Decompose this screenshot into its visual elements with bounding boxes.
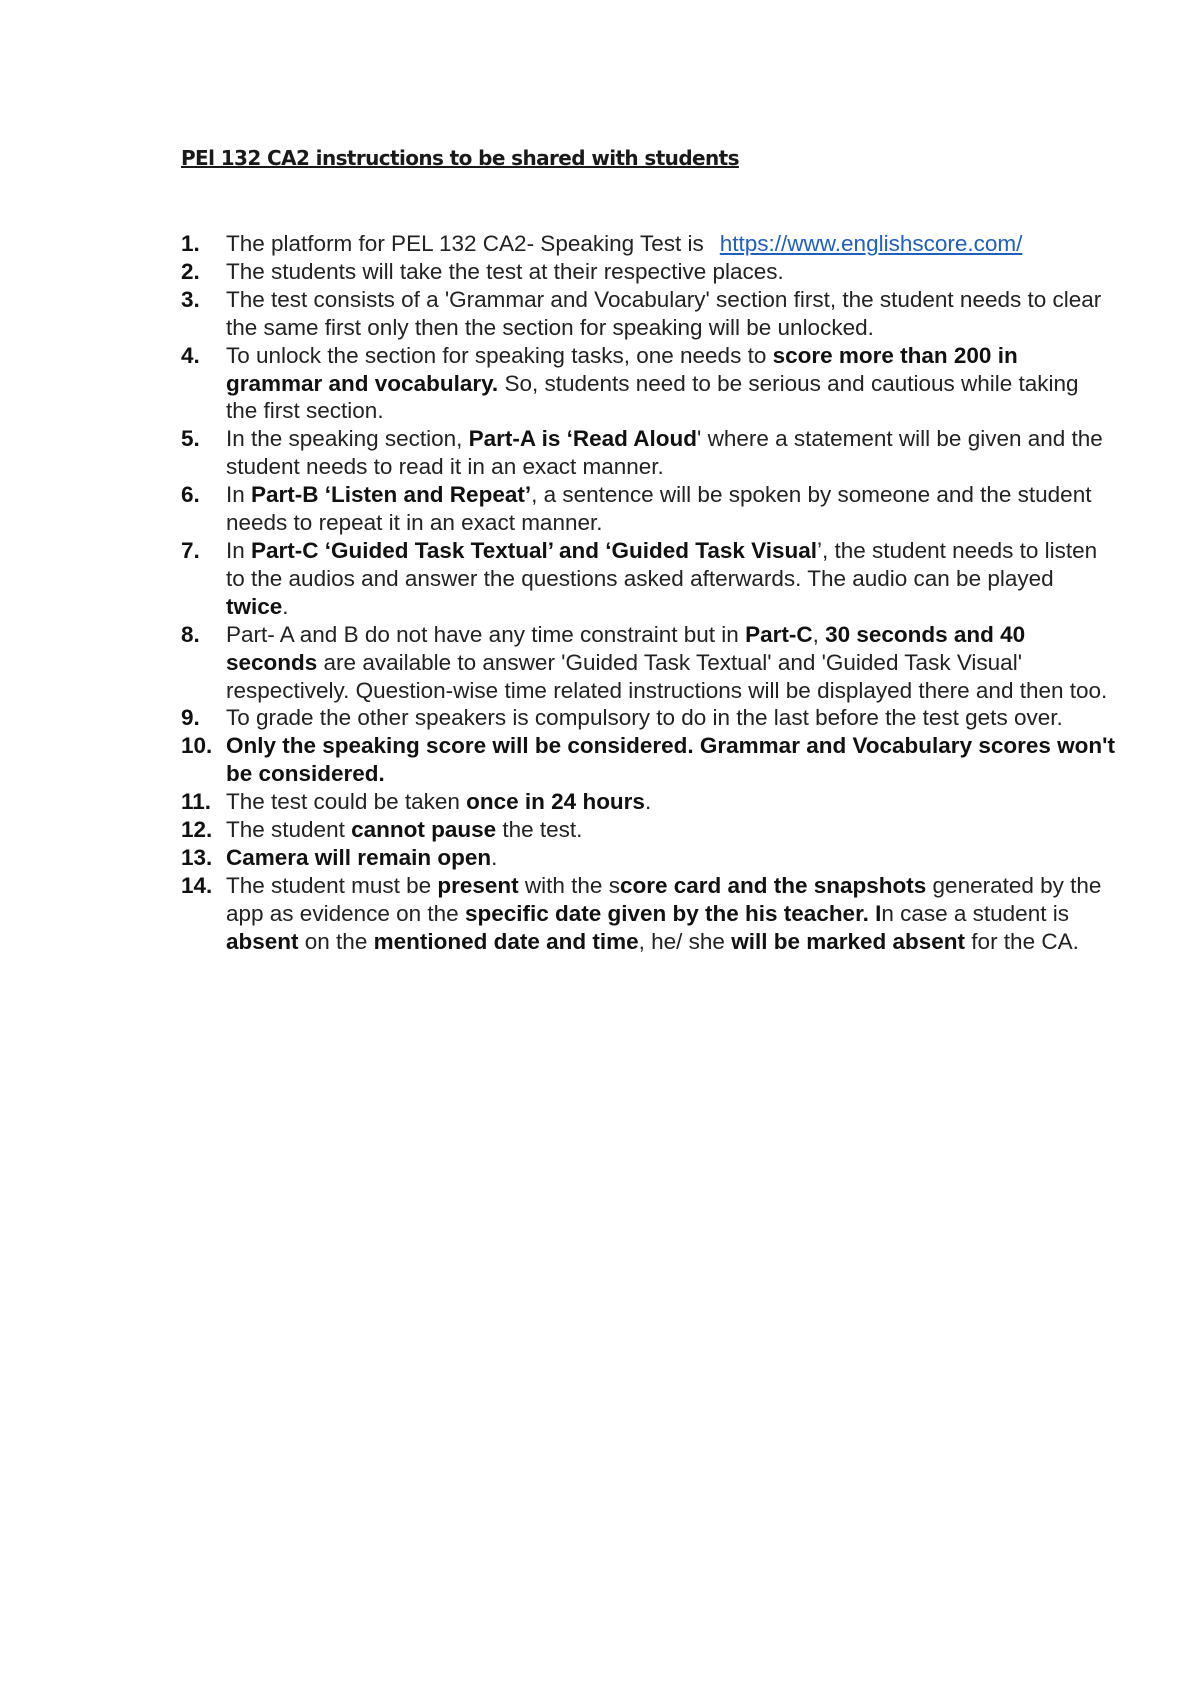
list-item-text: The test consists of a 'Grammar and Vocabulary' section first, the student needs to clear the same first only then the section for speaking will be unlocked. xyxy=(226,286,1102,340)
list-item-1 xyxy=(181,230,1116,258)
list-item-9 xyxy=(181,704,1116,732)
list-item-text: In the speaking section, Part-A is ‘Read Aloud' where a statement will be given and the student needs to read it in an exact manner. xyxy=(226,426,1103,480)
list-number: 8. xyxy=(181,621,200,647)
list-item-text: The students will take the test at their respective places. xyxy=(226,258,784,284)
list-number: 2. xyxy=(181,258,200,284)
list-item-text: The student must be present with the score card and the snapshots generated by the app as evidence on the specific date given by the his teacher. In case a student is absent on the mentioned date and time, he/ she will be marked absent for the CA. xyxy=(226,872,1102,954)
list-number: 14. xyxy=(181,872,213,898)
list-number: 7. xyxy=(181,537,200,563)
list-item-text: Part- A and B do not have any time constraint but in Part-C, 30 seconds and 40 seconds are available to answer 'Guided Task Textual' and 'Guided Task Visual' respectively. Question-wise time related instructions will be displayed there and then too. xyxy=(226,621,1108,703)
list-item-11 xyxy=(181,788,1116,816)
list-item-text: In Part-B ‘Listen and Repeat’, a sentence will be spoken by someone and the student needs to repeat it in an exact manner. xyxy=(226,482,1092,536)
list-item-8 xyxy=(181,621,1116,705)
list-item-text: Only the speaking score will be considered. Grammar and Vocabulary scores won't be considered. xyxy=(226,733,1115,787)
list-item-4 xyxy=(181,342,1116,426)
list-item-13 xyxy=(181,844,1116,872)
list-item-10 xyxy=(181,732,1116,788)
list-item-2 xyxy=(181,258,1116,286)
list-number: 1. xyxy=(181,231,200,256)
list-number: 5. xyxy=(181,426,200,452)
list-item-14 xyxy=(181,872,1116,956)
list-number: 12. xyxy=(181,817,213,843)
list-number: 13. xyxy=(181,844,213,870)
document-title: PEl 132 CA2 instructions to be shared with students xyxy=(181,146,739,170)
list-item-7 xyxy=(181,537,1116,621)
list-number: 11. xyxy=(181,789,212,815)
list-item-text: To grade the other speakers is compulsory to do in the last before the test gets over. xyxy=(226,705,1063,731)
list-number: 10. xyxy=(181,733,213,759)
list-item-text: Camera will remain open. xyxy=(226,844,498,870)
list-item-3 xyxy=(181,286,1116,342)
list-item-5 xyxy=(181,425,1116,481)
list-item-12 xyxy=(181,816,1116,844)
list-item-text: In Part-C ‘Guided Task Textual’ and ‘Guided Task Visual’, the student needs to listen to the audios and answer the questions asked afterwards. The audio can be played twice. xyxy=(226,537,1098,619)
list-item-text: The student cannot pause the test. xyxy=(226,817,583,843)
list-number: 3. xyxy=(181,286,200,312)
instruction-list xyxy=(181,230,1116,956)
list-item-text: The platform for PEL 132 CA2- Speaking Test is https://www.englishscore.com/ xyxy=(226,231,1023,256)
englishscore-link[interactable]: https://www.englishscore.com/ xyxy=(719,231,1023,256)
list-item-6 xyxy=(181,481,1116,537)
list-item-text: To unlock the section for speaking tasks, one needs to score more than 200 in grammar and vocabulary. So, students need to be serious and cautious while taking the first section. xyxy=(226,342,1079,424)
list-number: 9. xyxy=(181,705,200,731)
list-item-text: The test could be taken once in 24 hours. xyxy=(226,789,652,815)
list-number: 6. xyxy=(181,482,200,508)
list-number: 4. xyxy=(181,342,200,368)
